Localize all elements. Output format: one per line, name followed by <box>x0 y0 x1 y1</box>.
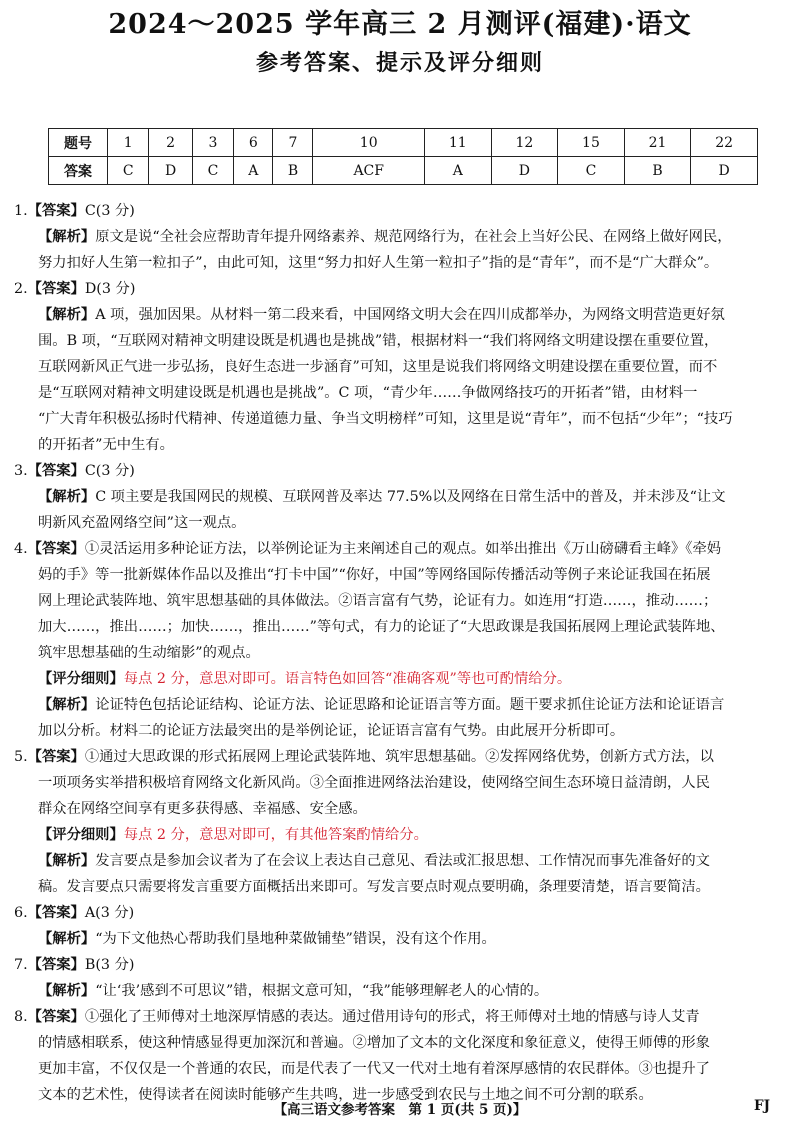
text-run: 明新风充盈网络空间”这一观点。 <box>38 515 246 531</box>
text-run: 7. <box>14 957 28 973</box>
text-line <box>14 328 782 354</box>
section-tag: 【答案】 <box>27 541 85 557</box>
section-tag: 【答案】 <box>27 957 85 973</box>
text-run: 是“互联网对精神文明建设既是机遇也是挑战”。C 项，“青少年……争做网络技巧的开拓者”错，由材料一 <box>38 385 698 401</box>
text-run: “让‘我’感到不可思议”错，根据文意可知，“我”能够理解老人的心情的。 <box>95 983 549 999</box>
text-run: “为下文他热心帮助我们垦地种菜做铺垫”错误，没有这个作用。 <box>95 931 496 947</box>
text-run: 稿。发言要点只需要将发言重要方面概括出来即可。写发言要点时观点要明确，条理要清楚，语言要简洁。 <box>38 879 710 895</box>
text-run: 互联网新风正气进一步弘扬，良好生态进一步涵育”可知，这里是说我们将网络文明建设摆在重要位置，而不 <box>38 359 718 375</box>
text-line <box>14 588 782 614</box>
question-number-cell: 2 <box>149 129 192 157</box>
text-run: ①强化了王师傅对土地深厚情感的表达。通过借用诗句的形式，将王师傅对土地的情感与诗人艾青 <box>84 1009 700 1025</box>
text-run: 的情感相联系，使这种情感显得更加深沉和普遍。②增加了文本的文化深度和象征意义，使得王师傅的形象 <box>38 1035 710 1051</box>
answer-row <box>49 157 758 185</box>
text-line <box>14 250 782 276</box>
section-tag: 【答案】 <box>27 905 85 921</box>
text-line <box>14 614 782 640</box>
text-line <box>14 666 782 692</box>
text-line <box>14 692 782 718</box>
question-number-cell: 21 <box>624 129 691 157</box>
text-line <box>14 900 782 926</box>
text-line <box>14 744 782 770</box>
section-tag: 【答案】 <box>27 463 85 479</box>
text-line <box>14 224 782 250</box>
section-tag: 【评分细则】 <box>38 671 124 687</box>
text-run: D(3 分) <box>84 281 136 297</box>
text-line <box>14 354 782 380</box>
answer-cell: C <box>558 157 625 185</box>
question-number-cell: 7 <box>273 129 313 157</box>
text-line <box>14 822 782 848</box>
section-tag: 【答案】 <box>27 749 85 765</box>
text-run: 努力扣好人生第一粒扣子”，由此可知，这里“努力扣好人生第一粒扣子”指的是“青年”，而不是“广大群众”。 <box>38 255 719 271</box>
answer-cell: A <box>234 157 273 185</box>
scoring-note: 每点 2 分，意思对即可，有其他答案酌情给分。 <box>123 827 428 843</box>
scoring-note: 每点 2 分，意思对即可。语言特色如回答“准确客观”等也可酌情给分。 <box>123 671 572 687</box>
text-run: ①灵活运用多种论证方法，以举例论证为主来阐述自己的观点。如举出推出《万山磅礴看主峰》《牵妈 <box>84 541 722 557</box>
section-tag: 【解析】 <box>38 983 96 999</box>
text-run: C(3 分) <box>84 463 135 479</box>
text-line <box>14 926 782 952</box>
question-item <box>14 744 782 900</box>
text-run: C(3 分) <box>84 203 135 219</box>
text-run: 4. <box>14 541 28 557</box>
text-run: 文本的艺术性，使得读者在阅读时能够产生共鸣，进一步感受到农民与土地之间不可分割的联系。 <box>38 1087 653 1103</box>
text-line <box>14 848 782 874</box>
region-code: FJ <box>754 1098 770 1114</box>
answer-explanations <box>14 198 782 1108</box>
text-run: ①通过大思政课的形式拓展网上理论武装阵地、筑牢思想基础。②发挥网络优势，创新方式方法，以 <box>84 749 714 765</box>
answer-cell: A <box>425 157 492 185</box>
page-footer: 【高三语文参考答案 第 1 页(共 5 页)】 <box>273 1102 527 1118</box>
text-line <box>14 198 782 224</box>
section-tag: 【解析】 <box>38 489 96 505</box>
text-run: 6. <box>14 905 28 921</box>
document-subtitle: 参考答案、提示及评分细则 <box>255 50 544 76</box>
question-number-cell: 11 <box>425 129 492 157</box>
text-run: 妈的手》等一批新媒体作品以及推出“打卡中国”“你好，中国”等网络国际传播活动等例子来论证我国在拓展 <box>38 567 711 583</box>
section-tag: 【答案】 <box>27 281 85 297</box>
question-number-cell: 6 <box>234 129 273 157</box>
text-run: 1. <box>14 203 28 219</box>
answer-header: 答案 <box>49 157 108 185</box>
section-tag: 【评分细则】 <box>38 827 124 843</box>
text-line <box>14 458 782 484</box>
question-number-cell: 1 <box>108 129 149 157</box>
text-run: “广大青年积极弘扬时代精神、传递道德力量、争当文明榜样”可知，这里是说“青年”，而不包括“少年”；“技巧 <box>38 411 733 427</box>
section-tag: 【答案】 <box>27 1009 85 1025</box>
answer-cell: D <box>491 157 558 185</box>
text-line <box>14 978 782 1004</box>
answer-cell: C <box>108 157 149 185</box>
text-line <box>14 1056 782 1082</box>
text-run: C 项主要是我国网民的规模、互联网普及率达 77.5%以及网络在日常生活中的普及，并未涉及“让文 <box>95 489 726 505</box>
text-run: 2. <box>14 281 28 297</box>
question-item <box>14 952 782 1004</box>
section-tag: 【解析】 <box>38 853 96 869</box>
text-line <box>14 952 782 978</box>
text-line <box>14 562 782 588</box>
text-run: 一项项务实举措积极培育网络文化新风尚。③全面推进网络法治建设，使网络空间生态环境日益清朗，人民 <box>38 775 710 791</box>
question-item <box>14 1004 782 1108</box>
text-run: 更加丰富，不仅仅是一个普通的农民，而是代表了一代又一代对土地有着深厚感情的农民群体。③也提升了 <box>38 1061 710 1077</box>
answer-cell: B <box>273 157 313 185</box>
text-run: 的开拓者”无中生有。 <box>38 437 174 453</box>
text-line <box>14 484 782 510</box>
text-run: 群众在网络空间享有更多获得感、幸福感、安全感。 <box>38 801 367 817</box>
text-line <box>14 406 782 432</box>
text-line <box>14 640 782 666</box>
text-line <box>14 1004 782 1030</box>
question-item <box>14 900 782 952</box>
question-number-cell: 10 <box>313 129 425 157</box>
question-item <box>14 198 782 276</box>
answer-cell: D <box>691 157 758 185</box>
text-run: 加大……，推出……；加快……，推出……”等句式，有力的论证了“大思政课是我国拓展网上理论武装阵地、 <box>38 619 725 635</box>
text-line <box>14 770 782 796</box>
question-number-cell: 3 <box>192 129 233 157</box>
section-tag: 【解析】 <box>38 697 96 713</box>
text-line <box>14 874 782 900</box>
text-line <box>14 302 782 328</box>
question-item <box>14 458 782 536</box>
section-tag: 【解析】 <box>38 229 96 245</box>
text-line <box>14 380 782 406</box>
text-run: 5. <box>14 749 28 765</box>
text-run: 筑牢思想基础的生动缩影”的观点。 <box>38 645 260 661</box>
text-line <box>14 1030 782 1056</box>
question-number-cell: 22 <box>691 129 758 157</box>
text-run: 论证特色包括论证结构、论证方法、论证思路和论证语言等方面。题干要求抓住论证方法和论证语言 <box>95 697 725 713</box>
text-run: B(3 分) <box>84 957 135 973</box>
text-line <box>14 718 782 744</box>
answer-cell: D <box>149 157 192 185</box>
text-run: 加以分析。材料二的论证方法最突出的是举例论证，论证语言富有气势。由此展开分析即可。 <box>38 723 625 739</box>
text-run: 围。B 项，“互联网对精神文明建设既是机遇也是挑战”错，根据材料一“我们将网络文明建设摆在重要位置， <box>38 333 719 349</box>
text-run: 网上理论武装阵地、筑牢思想基础的具体做法。②语言富有气势，论证有力。如连用“打造……，推动……； <box>38 593 718 609</box>
section-tag: 【答案】 <box>27 203 85 219</box>
question-number-cell: 15 <box>558 129 625 157</box>
answer-table <box>48 128 758 185</box>
text-run: 发言要点是参加会议者为了在会议上表达自己意见、看法或汇报思想、工作情况而事先准备好的文 <box>95 853 710 869</box>
question-item <box>14 536 782 744</box>
text-line <box>14 432 782 458</box>
text-line <box>14 510 782 536</box>
text-run: 3. <box>14 463 28 479</box>
text-line <box>14 796 782 822</box>
answer-cell: C <box>192 157 233 185</box>
text-run: 8. <box>14 1009 28 1025</box>
text-run: A(3 分) <box>84 905 135 921</box>
question-number-cell: 12 <box>491 129 558 157</box>
question-item <box>14 276 782 458</box>
answer-cell: ACF <box>313 157 425 185</box>
text-run: A 项，强加因果。从材料一第二段来看，中国网络文明大会在四川成都举办，为网络文明营造更好氛 <box>95 307 725 323</box>
answer-cell: B <box>624 157 691 185</box>
question-number-header: 题号 <box>49 129 108 157</box>
text-line <box>14 536 782 562</box>
section-tag: 【解析】 <box>38 931 96 947</box>
text-run: 原文是说“全社会应帮助青年提升网络素养、规范网络行为，在社会上当好公民、在网络上做好网民， <box>95 229 732 245</box>
text-line <box>14 276 782 302</box>
question-number-row <box>49 129 758 157</box>
section-tag: 【解析】 <box>38 307 96 323</box>
document-title: 2024～2025 学年高三 2 月测评(福建)·语文 <box>108 9 692 40</box>
